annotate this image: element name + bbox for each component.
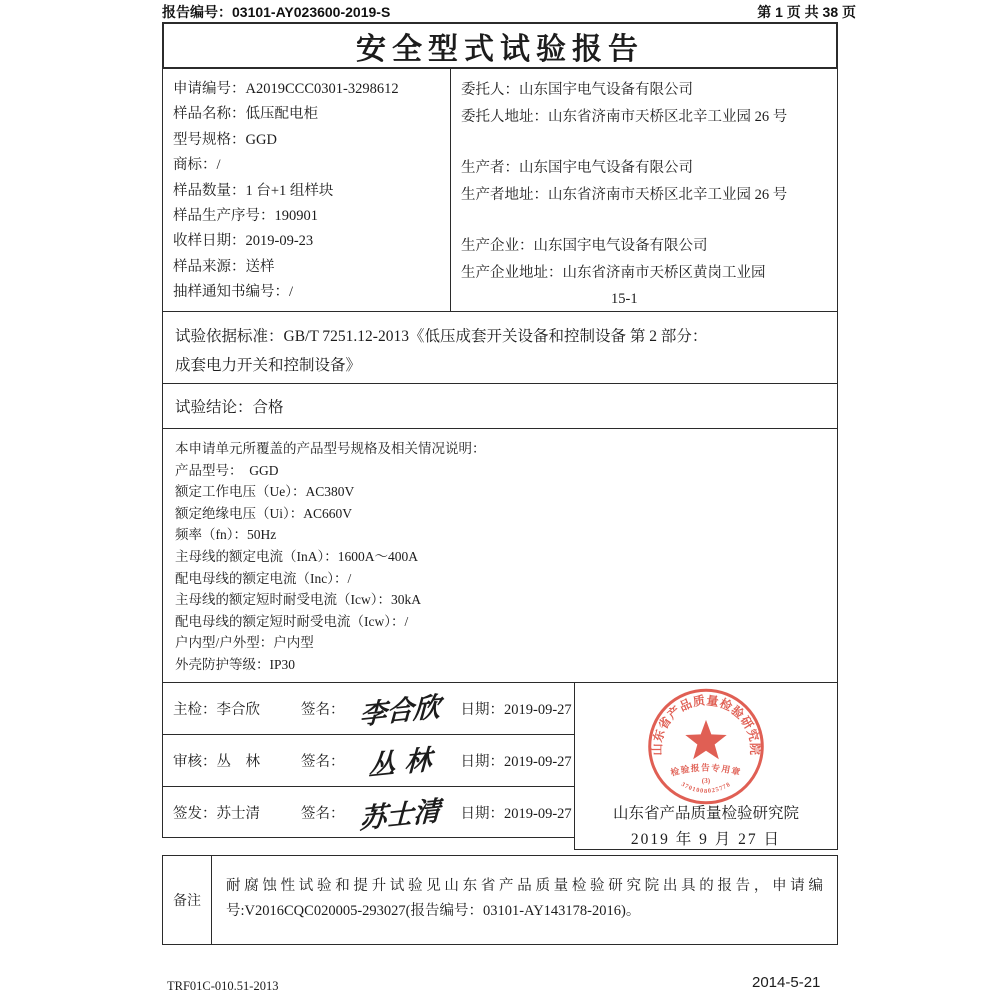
issuing-org-date: 2019 年 9 月 27 日 [630,831,782,848]
standard-line: 成套电力开关和控制设备》 [175,357,362,374]
standard-section [162,311,838,384]
producer-group [461,155,829,208]
svg-text:检验报告专用章 [669,762,742,778]
info-line: 型号规格：GGD [173,131,277,148]
info-line: 收样日期：2019-09-23 [173,233,314,250]
role-name: 签发：苏士清 [173,805,260,822]
signature-row-approver [162,786,575,838]
info-line: 申请编号：A2019CCC0301-3298612 [173,81,399,97]
remark-section [162,855,838,945]
info-line: 样品名称：低压配电柜 [173,106,318,123]
remark-body [212,856,837,944]
sign-date: 日期：2019-09-27 [460,702,572,718]
manufacturer-group [461,233,829,313]
sign-label: 签名： [301,805,345,822]
sign-label: 签名： [301,702,345,718]
info-line: 商标：/ [173,157,221,174]
info-line: 生产企业：山东国宇电气设备有限公司 [461,238,708,254]
handwritten-signature: 苏士清 [358,795,441,835]
info-section [162,68,838,312]
remark-label: 备注 [163,856,212,944]
info-line: 生产者地址：山东省济南市天桥区北辛工业园 26 号 [461,186,788,203]
seal-ring-text: 山东省产品质量检验研究院 [650,693,762,756]
stamp-cell [574,682,838,850]
info-line: 生产企业地址：山东省济南市天桥区黄岗工业园 [461,264,766,281]
signature-row-inspector [162,682,575,735]
role-name: 审核：丛 林 [173,754,260,770]
sign-date: 日期：2019-09-27 [460,805,572,822]
spec-line: 外壳防护等级：IP30 [175,656,296,672]
info-line: 委托人：山东国宇电气设备有限公司 [461,82,693,98]
party-info-column [451,69,837,311]
info-line: 样品生产序号：190901 [173,208,318,225]
remark-line: 号:V2016CQC020005-293027(报告编号：03101-AY143178-2016)。 [226,903,641,919]
seal-star-icon [685,720,726,759]
report-title: 安全型式试验报告 [356,32,644,66]
info-line: 样品数量：1 台+1 组样块 [173,182,334,199]
info-line: 委托人地址：山东省济南市天桥区北辛工业园 26 号 [461,108,788,125]
title-box [162,22,838,69]
conclusion-text: 试验结论：合格 [175,399,284,416]
spec-line: 本申请单元所覆盖的产品型号规格及相关情况说明： [175,441,486,456]
info-line: 生产者：山东国宇电气设备有限公司 [461,160,693,176]
role-name: 主检：李合欣 [173,702,260,718]
spec-line: 额定绝缘电压（Ui）：AC660V [175,505,353,521]
specs-section [162,428,838,683]
spec-line: 配电母线的额定电流（Inc）：/ [175,570,352,586]
sign-label: 签名： [301,754,345,770]
info-line: 样品来源：送样 [173,258,275,275]
spec-line: 配电母线的额定短时耐受电流（Icw）：/ [175,613,409,629]
standard-line: 试验依据标准：GB/T 7251.12-2013《低压成套开关设备和控制设备 第 2 部分： [175,328,708,345]
client-group [461,77,829,130]
spec-line: 频率（fn）：50Hz [175,527,277,543]
form-code: TRF01C-010.51-2013 [167,979,279,993]
issuing-org-name: 山东省产品质量检验研究院 [612,805,799,822]
report-number: 报告编号：03101-AY023600-2019-S [162,4,391,20]
spec-line: 额定工作电压（Ue）：AC380V [175,484,355,500]
spec-line: 主母线的额定短时耐受电流（Icw）：30kA [175,592,421,608]
page-indicator: 第 1 页 共 38 页 [757,4,856,20]
seal-inner-text: 检验报告专用章 [669,762,743,778]
info-line: 15-1 [611,291,638,307]
sign-date: 日期：2019-09-27 [460,754,572,770]
handwritten-signature: 李合欣 [358,691,441,732]
seal-number-label: (3) [701,776,711,785]
info-line: 抽样通知书编号：/ [173,284,294,301]
seal-serial: 3701008025778 [679,780,733,795]
official-seal-stamp [639,686,773,807]
spec-line: 产品型号： GGD [175,462,279,478]
remark-line: 耐腐蚀性试验和提升试验见山东省产品质量检验研究院出具的报告，申请编 [226,878,823,894]
spec-line: 户内型/户外型：户内型 [175,635,314,651]
handwritten-signature: 丛 林 [367,744,432,783]
conclusion-section [162,383,838,429]
form-date: 2014-5-21 [752,974,821,991]
spec-line: 主母线的额定电流（InA）：1600A～400A [175,548,418,564]
sample-info-column [163,69,451,311]
signature-row-reviewer [162,734,575,787]
page-header [162,2,856,22]
